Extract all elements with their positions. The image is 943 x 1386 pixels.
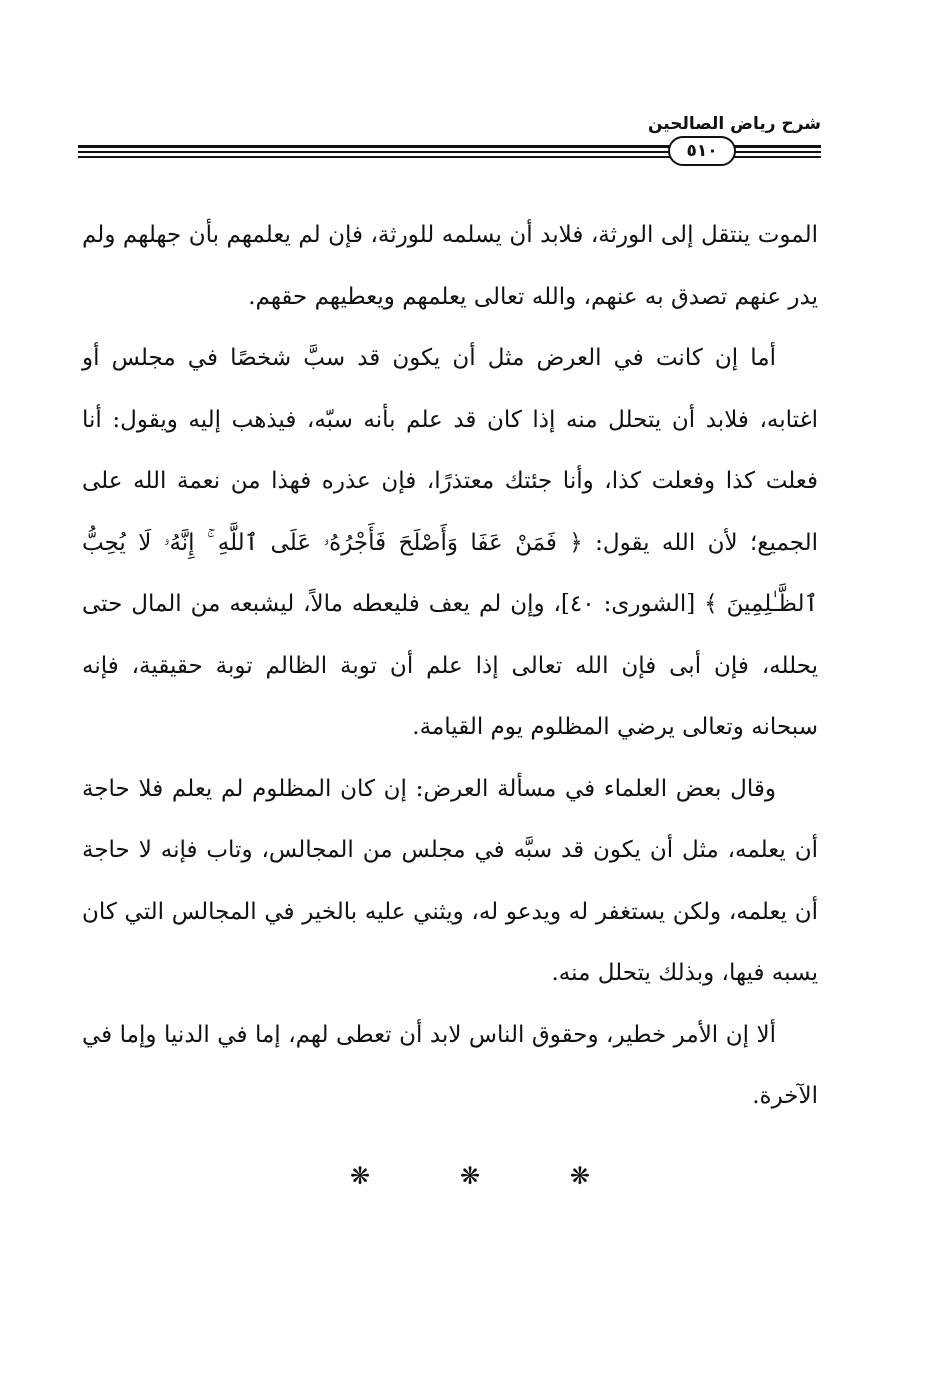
page-number: ٥١٠: [668, 136, 736, 166]
paragraph: وقال بعض العلماء في مسألة العرض: إن كان المظلوم لم يعلم فلا حاجة أن يعلمه، مثل أن يكون قد سبَّه في مجلس من المجالس، وتاب فإنه لا حاجة أن يعلمه، ولكن يستغفر له ويدعو له، ويثني عليه بالخير في المجالس التي كان يسبه فيها، وبذلك يتحلل منه.: [82, 775, 818, 986]
asterism-icon: ❋: [459, 1162, 481, 1190]
paragraph: ألا إن الأمر خطير، وحقوق الناس لابد أن تعطى لهم، إما في الدنيا وإما في الآخرة.: [82, 1021, 818, 1109]
paragraph: أما إن كانت في العرض مثل أن يكون قد سبَّ شخصًا في مجلس أو اغتابه، فلابد أن يتحلل منه إذا كان قد علم بأنه سبّه، فيذهب إليه ويقول: أنا فعلت كذا وفعلت كذا، وأنا جئتك معتذرًا، فإن عذره فهذا من نعمة الله على الجميع؛ لأن الله يقول: ﴿ فَمَنْ عَفَا وَأَصْلَحَ فَأَجْرُهُۥ عَلَى ٱللَّهِ ۚ إِنَّهُۥ لَا يُحِبُّ ٱلظَّـٰلِمِينَ ﴾ [الشورى: ٤٠]، وإن لم يعف فليعطه مالاً، ليشبعه من المال حتى يحلله، فإن أبى فإن الله تعالى إذا علم أن توبة الظالم توبة حقيقية، فإنه سبحانه وتعالى يرضي المظلوم يوم القيامة.: [82, 345, 818, 740]
paragraph: الموت ينتقل إلى الورثة، فلابد أن يسلمه للورثة، فإن لم يعلمهم بأن جهلهم ولم يدر عنهم تصدق به عنهم، والله تعالى يعلمهم ويعطيهم حقهم.: [82, 222, 818, 310]
page-header: [78, 112, 821, 172]
page-body: [82, 205, 818, 1128]
asterism-icon: ❋: [350, 1162, 371, 1190]
running-title: شرح رياض الصالحين: [647, 114, 821, 134]
section-separator: [300, 1162, 640, 1190]
asterism-icon: ❋: [569, 1162, 590, 1190]
